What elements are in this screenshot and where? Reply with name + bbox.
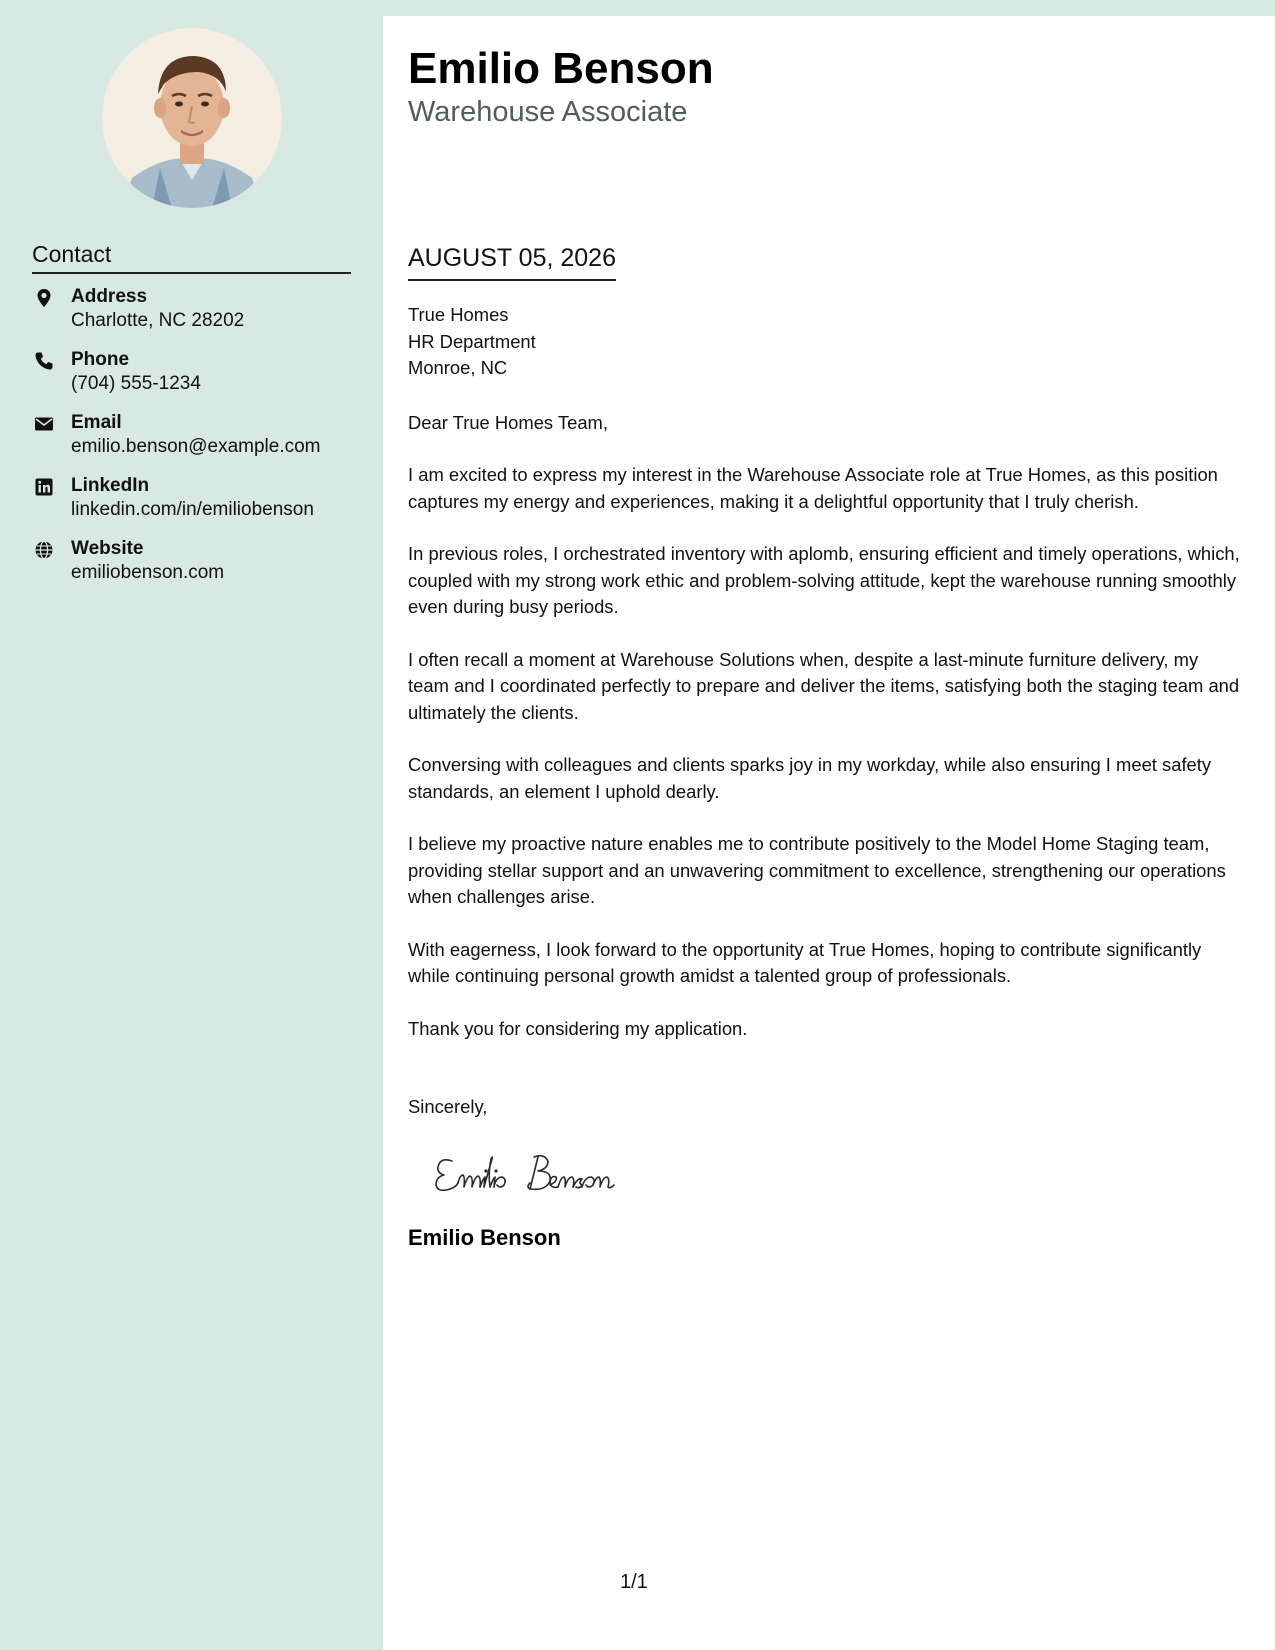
phone-icon [34, 351, 54, 371]
globe-icon [34, 540, 54, 560]
body-paragraph: I believe my proactive nature enables me to contribute positively to the Model Home Staging team, providing stellar support and an unwavering commitment to excellence, strengthening our operations when challenges arise. [408, 833, 1226, 907]
contact-value: Charlotte, NC 28202 [71, 310, 245, 331]
contact-value: emiliobenson.com [71, 562, 225, 583]
signoff: Sincerely, [408, 1096, 488, 1117]
contact-heading: Contact [32, 240, 351, 274]
signature [430, 1139, 670, 1203]
candidate-title: Warehouse Associate [408, 96, 688, 128]
body-paragraph: I often recall a moment at Warehouse Solutions when, despite a last-minute furniture delivery, my team and I coordinated perfectly to prepare and deliver the items, satisfying both the staging team and ultimately the clients. [408, 648, 1240, 723]
letter-body [408, 302, 1240, 1252]
contact-label: Address [71, 286, 148, 307]
body-paragraph: Conversing with colleagues and clients sparks joy in my workday, while also ensuring I meet safety standards, an element I uphold dearly. [408, 754, 1212, 802]
page-number: 1/1 [620, 1571, 648, 1593]
body-paragraph: With eagerness, I look forward to the opportunity at True Homes, hoping to contribute significantly while continuing personal growth amidst a talented group of professionals. [408, 938, 1202, 986]
sidebar [0, 0, 383, 1650]
map-pin-icon [34, 288, 54, 308]
recipient-line: Monroe, NC [408, 357, 508, 378]
signer-name: Emilio Benson [408, 1225, 561, 1250]
contact-item-email [32, 411, 362, 474]
contact-value: linkedin.com/in/emiliobenson [71, 499, 314, 520]
contact-label: LinkedIn [71, 475, 150, 496]
contact-value: (704) 555-1234 [71, 373, 201, 394]
contact-label: Website [71, 538, 144, 559]
body-paragraph: I am excited to express my interest in the Warehouse Associate role at True Homes, as this position captures my energy and experiences, making it a delightful opportunity that I truly cherish. [408, 464, 1218, 512]
contact-item-phone [32, 348, 362, 411]
profile-photo [102, 28, 282, 208]
contact-item-website [32, 537, 362, 600]
contact-item-linkedin [32, 474, 362, 537]
contact-label: Email [71, 412, 122, 433]
recipient-block [408, 302, 1240, 382]
envelope-icon [34, 414, 54, 434]
contact-value: emilio.benson@example.com [71, 436, 321, 457]
greeting: Dear True Homes Team, [408, 411, 608, 433]
linkedin-icon [34, 477, 54, 497]
recipient-line: HR Department [408, 330, 536, 352]
recipient-line: True Homes [408, 304, 509, 325]
closing-thanks: Thank you for considering my application. [408, 1017, 748, 1039]
contact-list [32, 285, 362, 600]
candidate-name: Emilio Benson [408, 44, 714, 93]
letter-date: AUGUST 05, 2026 [408, 243, 616, 281]
contact-item-address [32, 285, 362, 348]
contact-label: Phone [71, 349, 130, 370]
body-paragraph: In previous roles, I orchestrated inventory with aplomb, ensuring efficient and timely operations, which, coupled with my strong work ethic and problem-solving attitude, kept the warehouse running smoothly even during busy periods. [408, 543, 1240, 617]
avatar [102, 28, 282, 208]
